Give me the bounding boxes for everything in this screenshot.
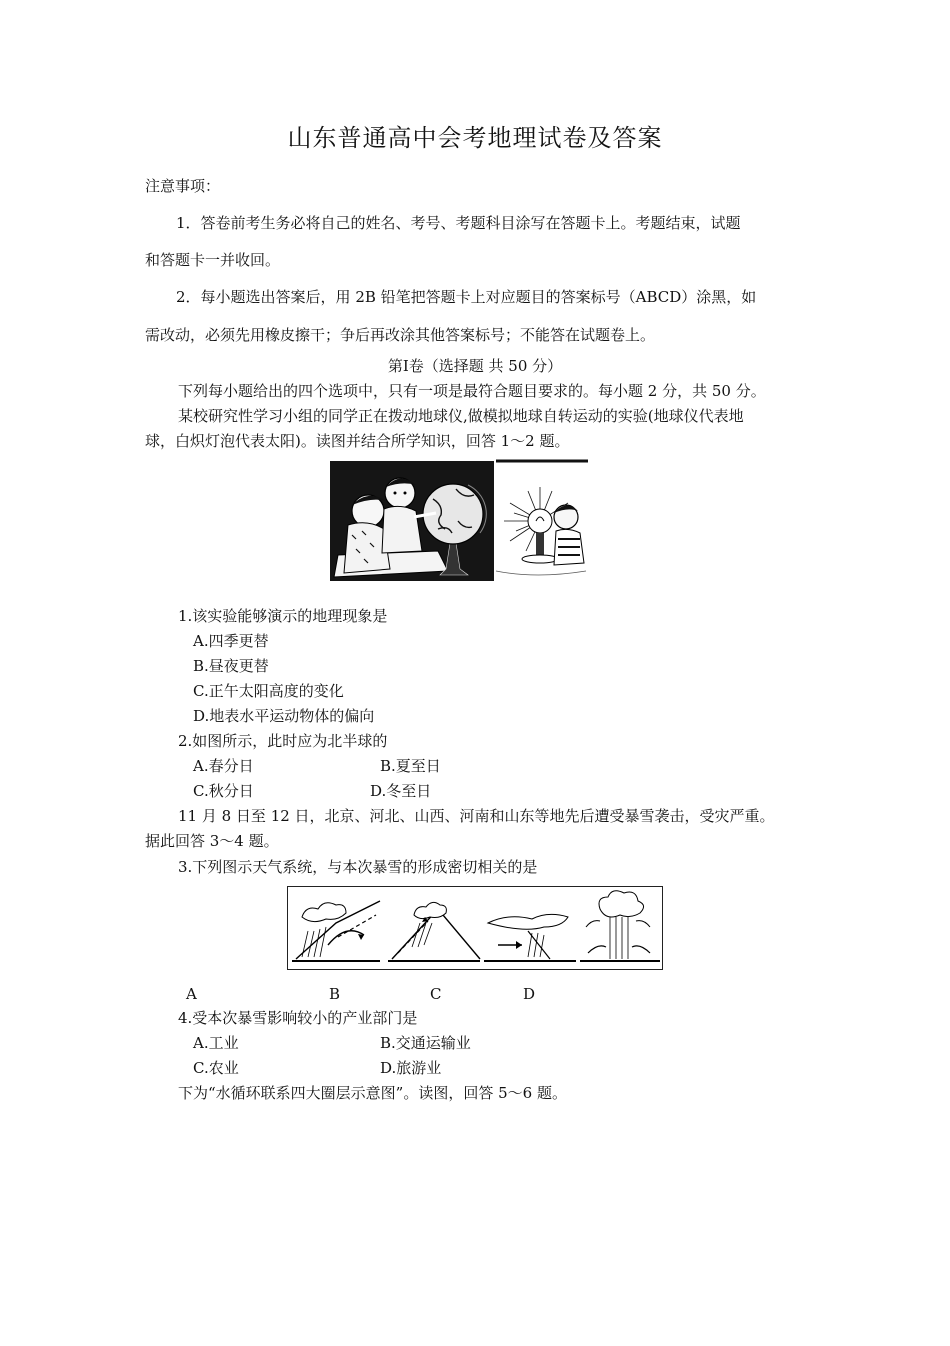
notice-item-1: 1．答卷前考生务必将自己的姓名、考号、考题科目涂写在答题卡上。考题结束，试题 (176, 214, 741, 232)
system-b-diagram (388, 902, 480, 961)
q1-option-a: A.四季更替 (193, 632, 269, 650)
weather-systems-figure (287, 886, 663, 970)
q1-option-c: C.正午太阳高度的变化 (193, 682, 344, 700)
q2-stem: 2.如图所示，此时应为北半球的 (178, 732, 388, 750)
q2-option-a: A.春分日 (193, 757, 254, 775)
section-instruction: 下列每小题给出的四个选项中，只有一项是最符合题目要求的。每小题 2 分，共 50 分。 (178, 382, 766, 400)
system-c-diagram (484, 914, 576, 961)
q3-label-d: D (523, 985, 536, 1003)
system-d-diagram (580, 891, 660, 961)
experiment-figure (328, 459, 590, 585)
q2-option-c: C.秋分日 (193, 782, 254, 800)
q1-option-b: B.昼夜更替 (193, 657, 269, 675)
notice-item-1-cont: 和答题卡一并收回。 (145, 251, 281, 269)
experiment-illustration (328, 459, 590, 585)
notice-item-2-cont: 需改动，必须先用橡皮擦干；争后再改涂其他答案标号；不能答在试题卷上。 (145, 326, 656, 344)
context-1-cont: 球，白炽灯泡代表太阳)。读图并结合所学知识，回答 1～2 题。 (145, 432, 570, 450)
q4-option-b: B.交通运输业 (380, 1034, 471, 1052)
q4-option-a: A.工业 (193, 1034, 239, 1052)
q4-option-c: C.农业 (193, 1059, 239, 1077)
context-2: 11 月 8 日至 12 日，北京、河北、山西、河南和山东等地先后遭受暴雪袭击，受灾严重。 (178, 807, 775, 825)
q3-stem: 3.下列图示天气系统，与本次暴雪的形成密切相关的是 (178, 858, 538, 876)
notice-heading: 注意事项： (145, 177, 221, 195)
q1-option-d: D.地表水平运动物体的偏向 (193, 707, 375, 725)
q3-label-b: B (329, 985, 341, 1003)
q2-option-d: D.冬至日 (370, 782, 432, 800)
section-heading: 第Ⅰ卷（选择题 共 50 分） (387, 357, 563, 375)
q2-option-b: B.夏至日 (380, 757, 441, 775)
q3-label-a: A (186, 985, 197, 1003)
weather-systems-illustration (288, 887, 662, 969)
page-title: 山东普通高中会考地理试卷及答案 (287, 124, 663, 152)
system-a-diagram (292, 901, 380, 961)
q4-option-d: D.旅游业 (380, 1059, 442, 1077)
q4-stem: 4.受本次暴雪影响较小的产业部门是 (178, 1009, 418, 1027)
context-3: 下为“水循环联系四大圈层示意图”。读图，回答 5～6 题。 (178, 1084, 567, 1102)
q3-label-c: C (430, 985, 442, 1003)
notice-item-2: 2．每小题选出答案后，用 2B 铅笔把答题卡上对应题目的答案标号（ABCD）涂黑，如 (176, 288, 757, 306)
q1-stem: 1.该实验能够演示的地理现象是 (178, 607, 388, 625)
context-2-cont: 据此回答 3～4 题。 (145, 832, 279, 850)
context-1: 某校研究性学习小组的同学正在拨动地球仪,做模拟地球自转运动的实验(地球仪代表地 (178, 407, 744, 425)
